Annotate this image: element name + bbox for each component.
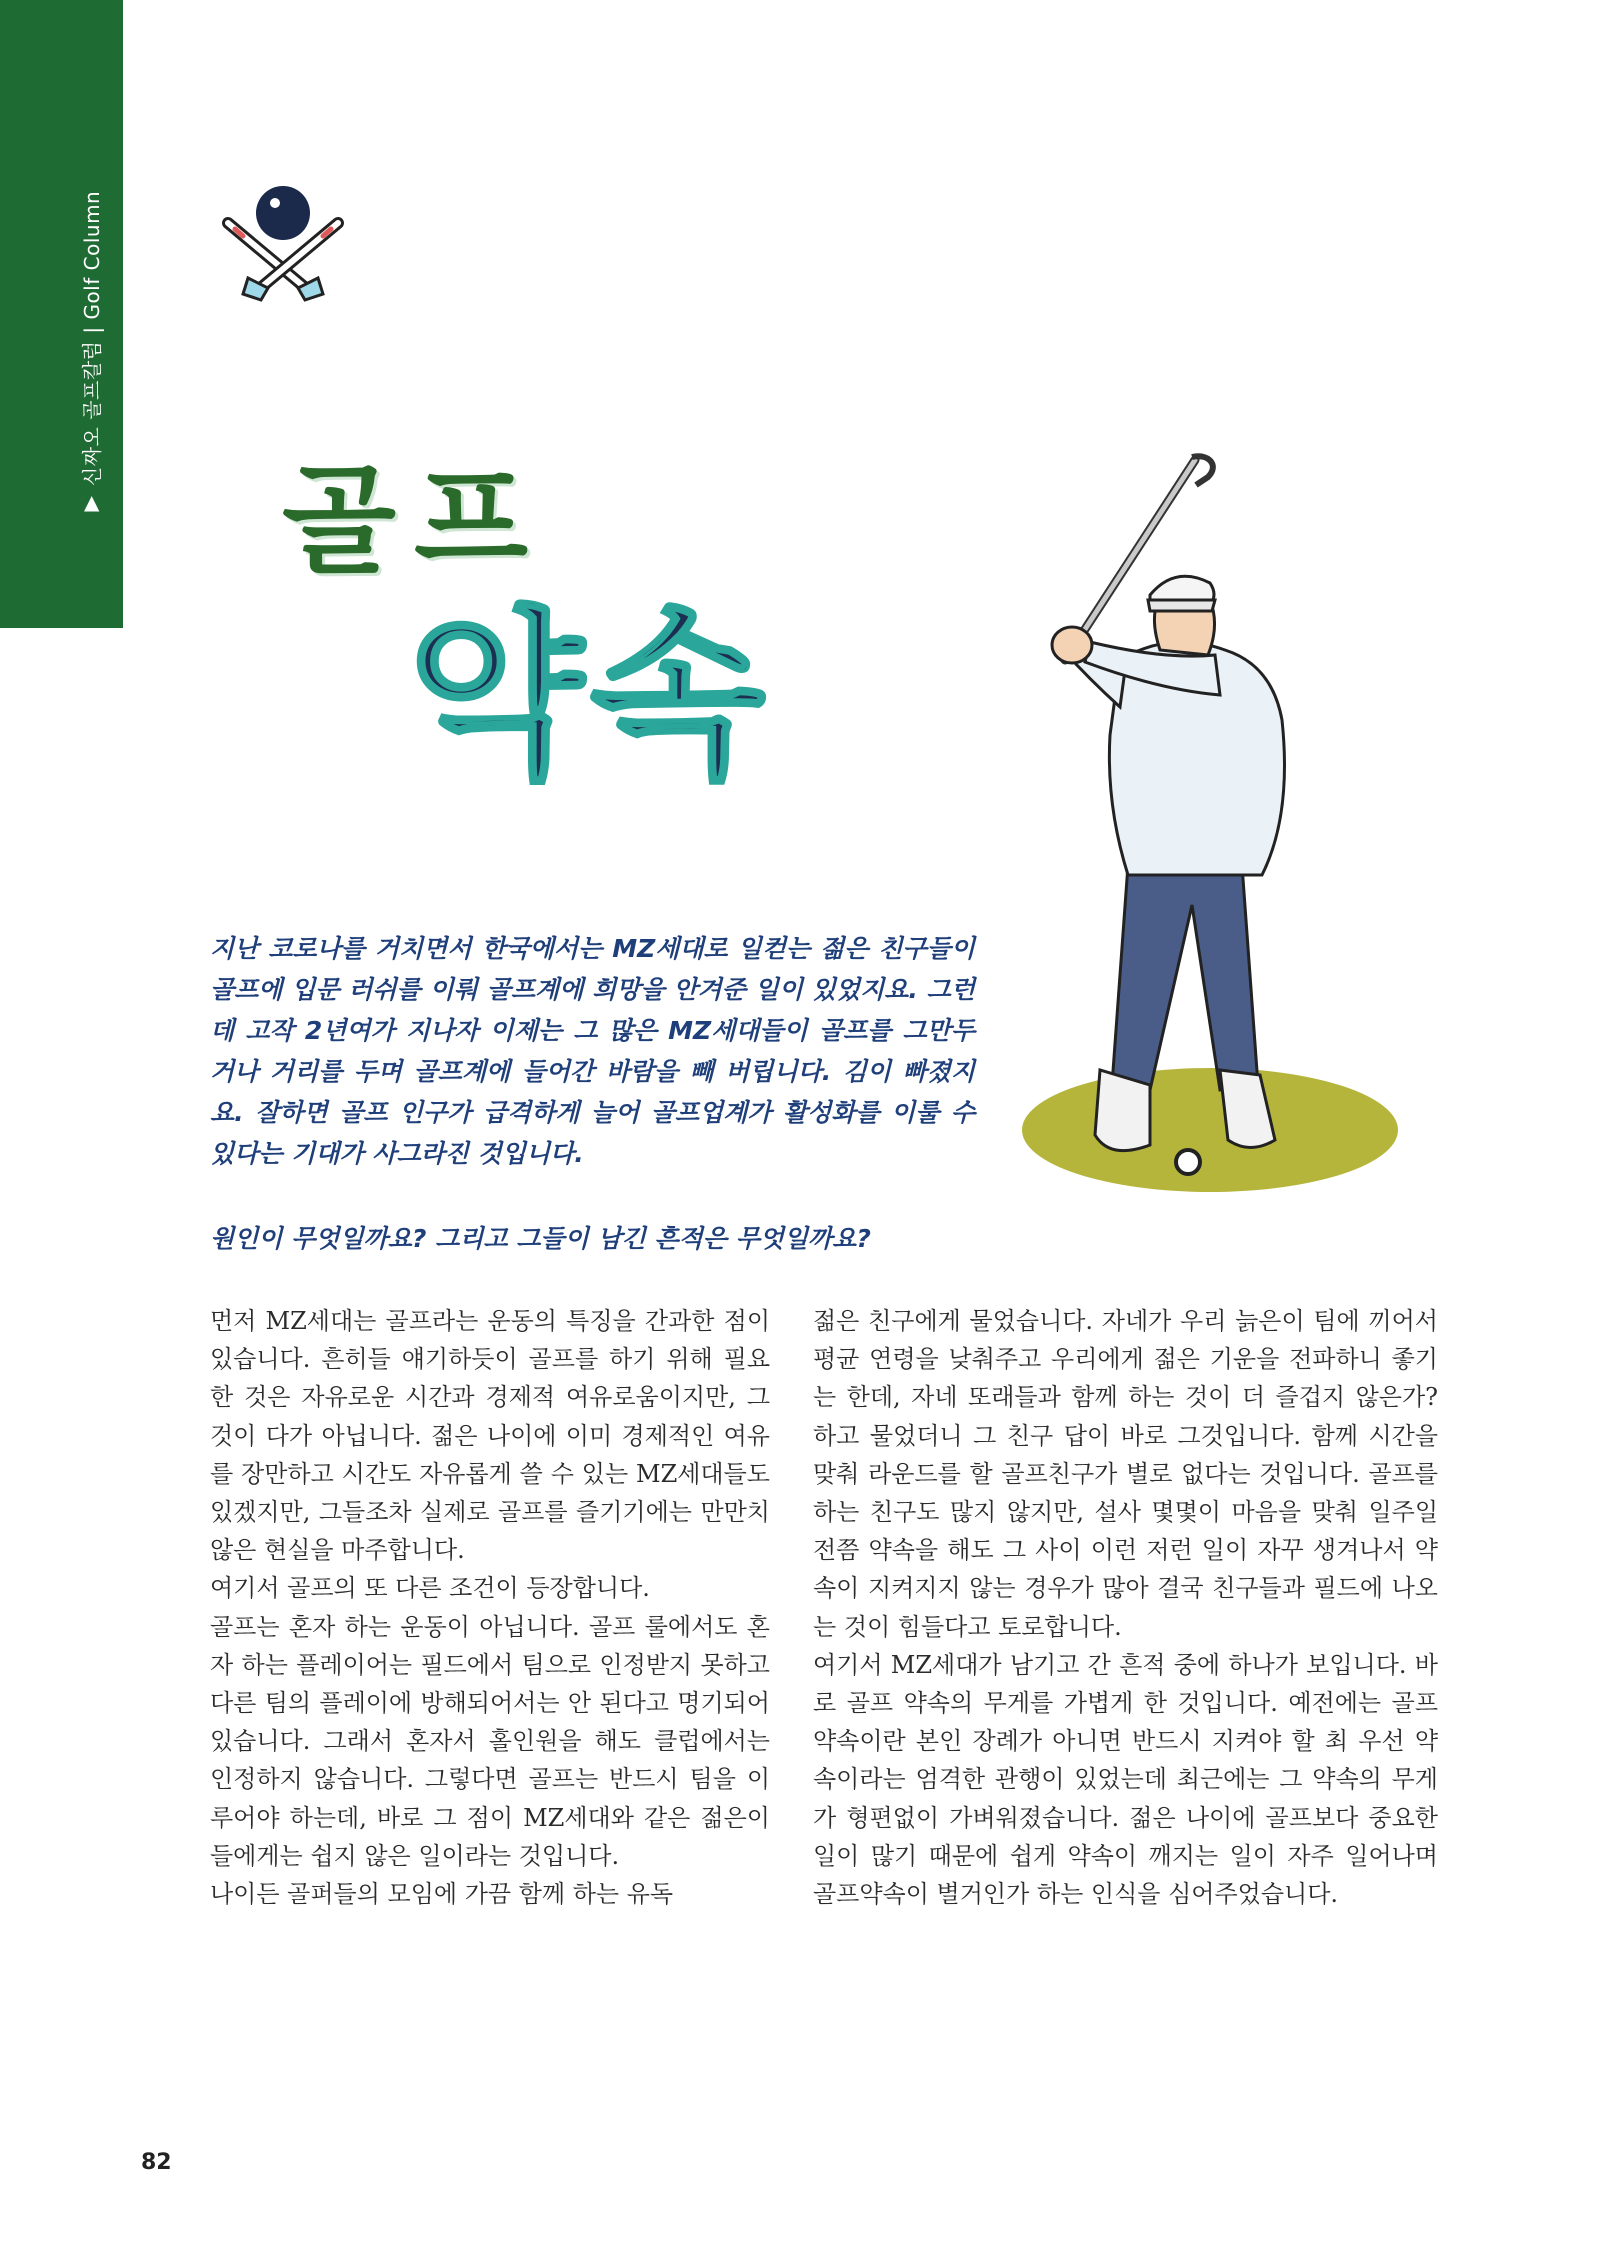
title-line-1: 골프 <box>282 452 546 590</box>
section-label-text: 신짜오 골프칼럼 | Golf Column <box>80 190 104 487</box>
body-column-right <box>813 1302 1438 1913</box>
golf-ball-crossed-clubs-icon <box>213 178 353 308</box>
body-paragraph: 먼저 MZ세대는 골프라는 운동의 특징을 간과한 점이 있습니다. 흔히들 얘기하듯이 골프를 하기 위해 필요한 것은 자유로운 시간과 경제적 여유로움이지만, 그것이 다가 아닙니다. 젊은 나이에 이미 경제적인 여유를 장만하고 시간도 자유롭게 쓸 수 있는 MZ세대들도 있겠지만, 그들조차 실제로 골프를 즐기기에는 만만치 않은 현실을 마주합니다. <box>210 1307 770 1565</box>
body-paragraph: 골프는 혼자 하는 운동이 아닙니다. 골프 룰에서도 혼자 하는 플레이어는 필드에서 팀으로 인정받지 못하고 다른 팀의 플레이에 방해되어서는 안 된다고 명기되어 있습니다. 그래서 혼자서 홀인원을 해도 클럽에서는 인정하지 않습니다. 그렇다면 골프는 반드시 팀을 이루어야 하는데, 바로 그 점이 MZ세대와 같은 젊은이들에게는 쉽지 않은 일이라는 것입니다. <box>210 1612 770 1870</box>
body-paragraph: 여기서 골프의 또 다른 조건이 등장합니다. <box>210 1574 650 1603</box>
section-tab <box>0 0 123 628</box>
section-label <box>76 190 105 515</box>
lead-question: 원인이 무엇일까요? 그리고 그들이 남긴 흔적은 무엇일까요? <box>210 1224 871 1253</box>
page-number: 82 <box>141 2150 172 2175</box>
body-column-left <box>210 1302 770 1913</box>
body-paragraph: 나이든 골퍼들의 모임에 가끔 함께 하는 유독 <box>210 1880 674 1909</box>
title-line-2: 약속 <box>408 590 772 802</box>
body-paragraph: 여기서 MZ세대가 남기고 간 흔적 중에 하나가 보입니다. 바로 골프 약속의 무게를 가볍게 한 것입니다. 예전에는 골프 약속이란 본인 장례가 아니면 반드시 지켜야 할 최 우선 약속이라는 엄격한 관행이 있었는데 최근에는 그 약속의 무게가 형편없이 가벼워졌습니다. 젊은 나이에 골프보다 중요한 일이 많기 때문에 쉽게 약속이 깨지는 일이 자주 일어나며 골프약속이 별거인가 하는 인식을 심어주었습니다. <box>813 1650 1438 1909</box>
golfer-swing-illustration <box>1010 445 1450 1195</box>
body-paragraph: 젊은 친구에게 물었습니다. 자네가 우리 늙은이 팀에 끼어서 평균 연령을 낮춰주고 우리에게 젊은 기운을 전파하니 좋기는 한데, 자네 또래들과 함께 하는 것이 더 즐겁지 않은가? 하고 물었더니 그 친구 답이 바로 그것입니다. 함께 시간을 맞춰 라운드를 할 골프친구가 별로 없다는 것입니다. 골프를 하는 친구도 많지 않지만, 설사 몇몇이 마음을 맞춰 일주일 전쯤 약속을 해도 그 사이 이런 저런 일이 자꾸 생겨나서 약속이 지켜지지 않는 경우가 많아 결국 친구들과 필드에 나오는 것이 힘들다고 토로합니다. <box>813 1307 1438 1641</box>
lead-paragraph: 지난 코로나를 거치면서 한국에서는 MZ세대로 일컫는 젊은 친구들이 골프에 입문 러쉬를 이뤄 골프계에 희망을 안겨준 일이 있었지요. 그런데 고작 2년여가 지나자 이제는 그 많은 MZ세대들이 골프를 그만두거나 거리를 두며 골프계에 들어간 바람을 빼 버립니다. 김이 빠졌지요. 잘하면 골프 인구가 급격하게 늘어 골프업계가 활성화를 이룰 수 있다는 기대가 사그라진 것입니다. <box>210 934 975 1168</box>
mountain-icon: ▲ <box>84 490 100 515</box>
